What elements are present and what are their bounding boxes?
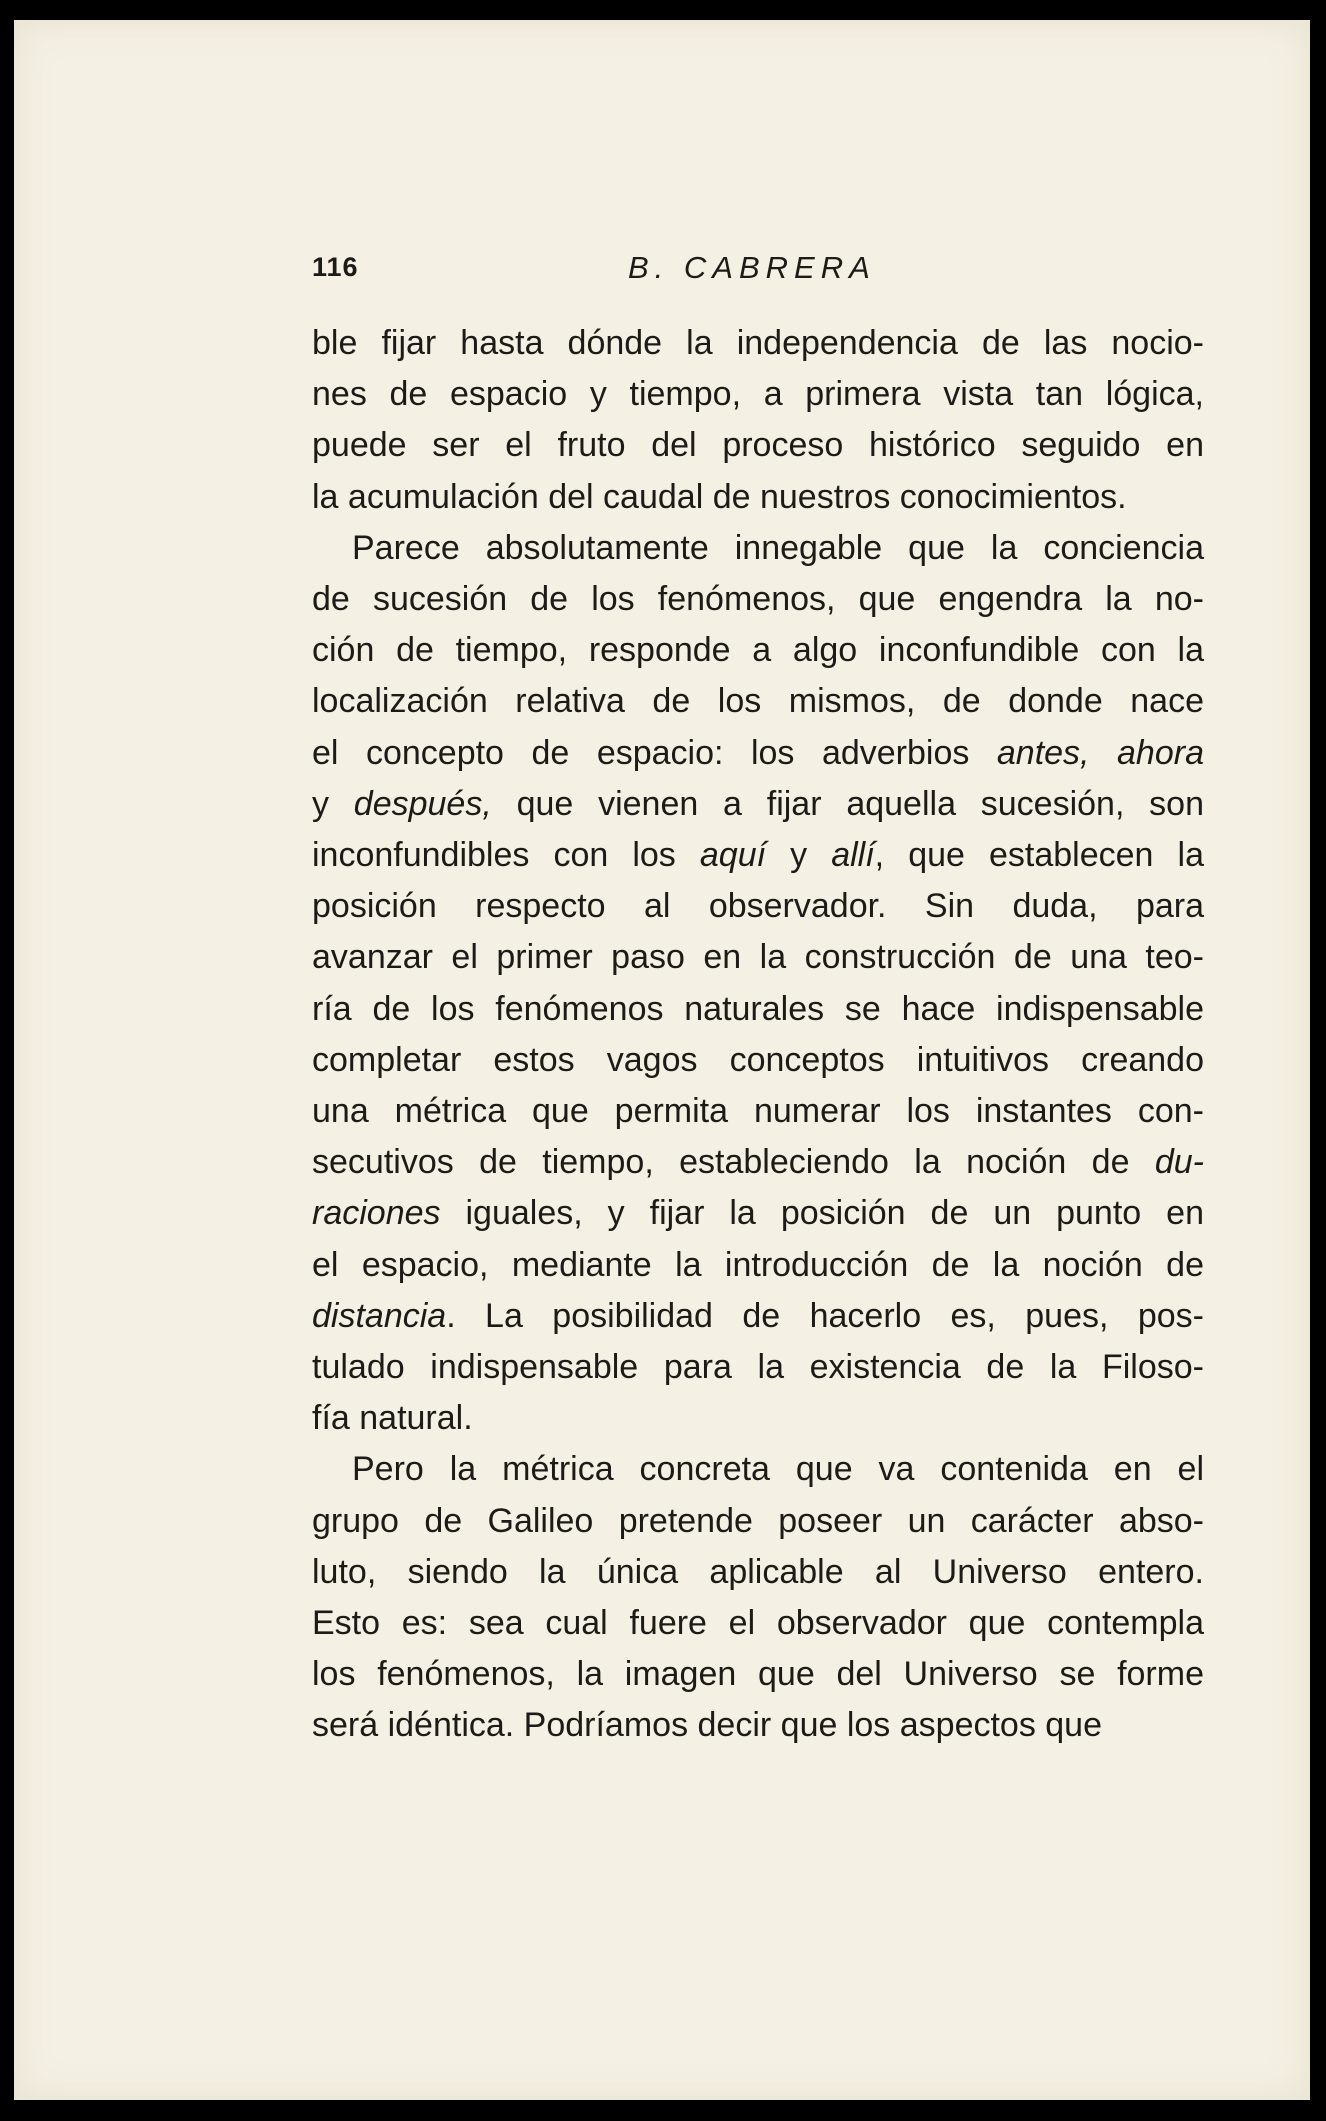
italic-term: después, xyxy=(353,784,492,823)
text-line xyxy=(312,1137,1204,1188)
text-segment: inconfundibles con los xyxy=(312,836,700,875)
text-line: puede ser el fruto del proceso histórico seguido en xyxy=(312,426,1204,465)
text-line: será idéntica. Podríamos decir que los aspectos que xyxy=(312,1706,1103,1745)
text-segment: y xyxy=(312,784,354,823)
text-segment: , que establecen la xyxy=(874,836,1204,875)
text-line xyxy=(312,830,1204,881)
body-text xyxy=(312,318,1204,1752)
text-segment: . La posibilidad de hacerlo es, pues, pos- xyxy=(446,1296,1204,1335)
text-line: grupo de Galileo pretende poseer un carácter abso- xyxy=(312,1501,1204,1540)
text-line: ble fijar hasta dónde la independencia de las nocio- xyxy=(312,324,1204,362)
italic-term: distancia xyxy=(312,1296,447,1335)
text-line: Parece absolutamente innegable que la conciencia xyxy=(352,528,1204,567)
text-line xyxy=(312,779,1204,830)
text-segment: que vienen a fijar aquella sucesión, son xyxy=(491,784,1204,823)
text-line: fía natural. xyxy=(312,1399,473,1438)
text-line: de sucesión de los fenómenos, que engendra la no- xyxy=(312,580,1204,619)
italic-term: antes, xyxy=(996,733,1090,772)
page-number: 116 xyxy=(312,252,359,282)
text-line: una métrica que permita numerar los instantes con- xyxy=(312,1092,1204,1131)
text-line: tulado indispensable para la existencia de la Filoso- xyxy=(312,1348,1204,1387)
text-line: ría de los fenómenos naturales se hace indispensable xyxy=(312,989,1204,1028)
text-segment xyxy=(1090,734,1118,772)
italic-term: du- xyxy=(1154,1143,1204,1182)
text-line: los fenómenos, la imagen que del Universo se forme xyxy=(312,1655,1204,1694)
text-line: Pero la métrica concreta que va contenida en el xyxy=(352,1450,1204,1489)
text-line: Esto es: sea cual fuere el observador que contempla xyxy=(312,1604,1204,1643)
text-line: posición respecto al observador. Sin duda, para xyxy=(312,887,1204,926)
text-line xyxy=(312,1291,1204,1342)
text-segment: secutivos de tiempo, estableciendo la noción de xyxy=(312,1143,1155,1182)
text-line xyxy=(312,728,1204,779)
text-line: completar estos vagos conceptos intuitivos creando xyxy=(312,1040,1204,1079)
text-line: avanzar el primer paso en la construcción de una teo- xyxy=(312,938,1204,977)
running-head: B. CABRERA xyxy=(628,250,876,285)
text-line xyxy=(312,1188,1204,1239)
italic-term: ahora xyxy=(1117,733,1204,772)
text-line: luto, siendo la única aplicable al Universo entero. xyxy=(312,1552,1204,1591)
page-header xyxy=(312,252,1204,292)
text-line: nes de espacio y tiempo, a primera vista tan lógica, xyxy=(312,375,1204,414)
text-segment: y xyxy=(766,836,832,875)
italic-term: allí xyxy=(831,836,875,875)
text-line: localización relativa de los mismos, de donde nace xyxy=(312,682,1204,721)
italic-term: raciones xyxy=(312,1194,441,1233)
text-segment: el concepto de espacio: los adverbios xyxy=(312,733,997,772)
text-line: el espacio, mediante la introducción de la noción de xyxy=(312,1245,1204,1284)
book-page xyxy=(14,20,1310,2100)
italic-term: aquí xyxy=(699,836,767,875)
text-segment: iguales, y fijar la posición de un punto en xyxy=(440,1194,1204,1233)
text-line: ción de tiempo, responde a algo inconfundible con la xyxy=(312,631,1204,670)
text-line: la acumulación del caudal de nuestros conocimientos. xyxy=(312,477,1127,516)
